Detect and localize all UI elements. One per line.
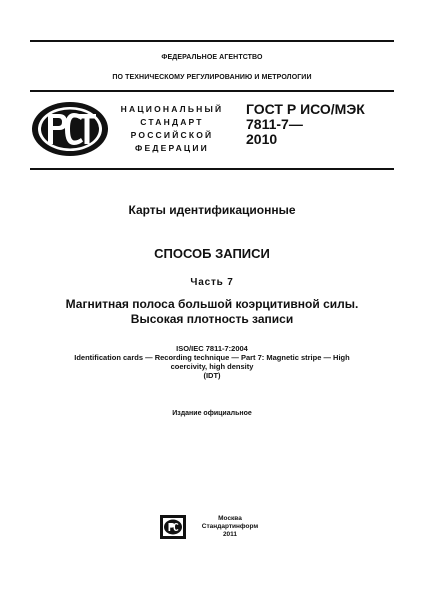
publisher-block — [195, 515, 265, 539]
iso-idt: (IDT) — [203, 371, 221, 380]
top-rule — [30, 40, 394, 42]
iso-en-line1: Identification cards — Recording technique — Part 7: Magnetic stripe — High — [74, 353, 350, 362]
national-standard-line2: СТАНДАРТ — [140, 117, 204, 127]
designation-line1: ГОСТ Р ИСО/МЭК — [246, 101, 365, 117]
national-standard-line3: РОССИЙСКОЙ — [130, 130, 214, 140]
part-label: Часть 7 — [190, 277, 234, 288]
standartinform-logo-icon — [160, 515, 186, 539]
title-line1: Карты идентификационные — [128, 203, 296, 217]
edition-label: Издание официальное — [172, 410, 252, 417]
designation-rule — [30, 168, 394, 170]
title-line3b: Высокая плотность записи — [130, 312, 294, 326]
title-line3a: Магнитная полоса большой коэрцитивной силы. — [65, 297, 359, 311]
iso-reference-block — [30, 344, 394, 380]
designation-line2: 7811-7— — [246, 116, 303, 132]
publisher-year: 2011 — [222, 531, 238, 538]
iso-ref: ISO/IEC 7811-7:2004 — [176, 344, 248, 353]
title-line2: СПОСОБ ЗАПИСИ — [154, 246, 270, 261]
national-standard-block — [112, 103, 232, 155]
standard-designation — [246, 102, 365, 147]
national-standard-line1: НАЦИОНАЛЬНЫЙ — [120, 104, 224, 114]
national-standard-line4: ФЕДЕРАЦИИ — [135, 143, 209, 153]
title-line3 — [30, 297, 394, 327]
rst-mark-icon — [30, 100, 110, 158]
header-rule — [30, 90, 394, 92]
designation-line3: 2010 — [246, 131, 278, 147]
iso-en-line2: coercivity, high density — [170, 362, 254, 371]
agency-line2: ПО ТЕХНИЧЕСКОМУ РЕГУЛИРОВАНИЮ И МЕТРОЛОГИИ — [112, 74, 312, 81]
publisher-city: Москва — [218, 515, 242, 522]
agency-line1: ФЕДЕРАЛЬНОЕ АГЕНТСТВО — [161, 54, 263, 61]
publisher-name: Стандартинформ — [201, 523, 259, 530]
